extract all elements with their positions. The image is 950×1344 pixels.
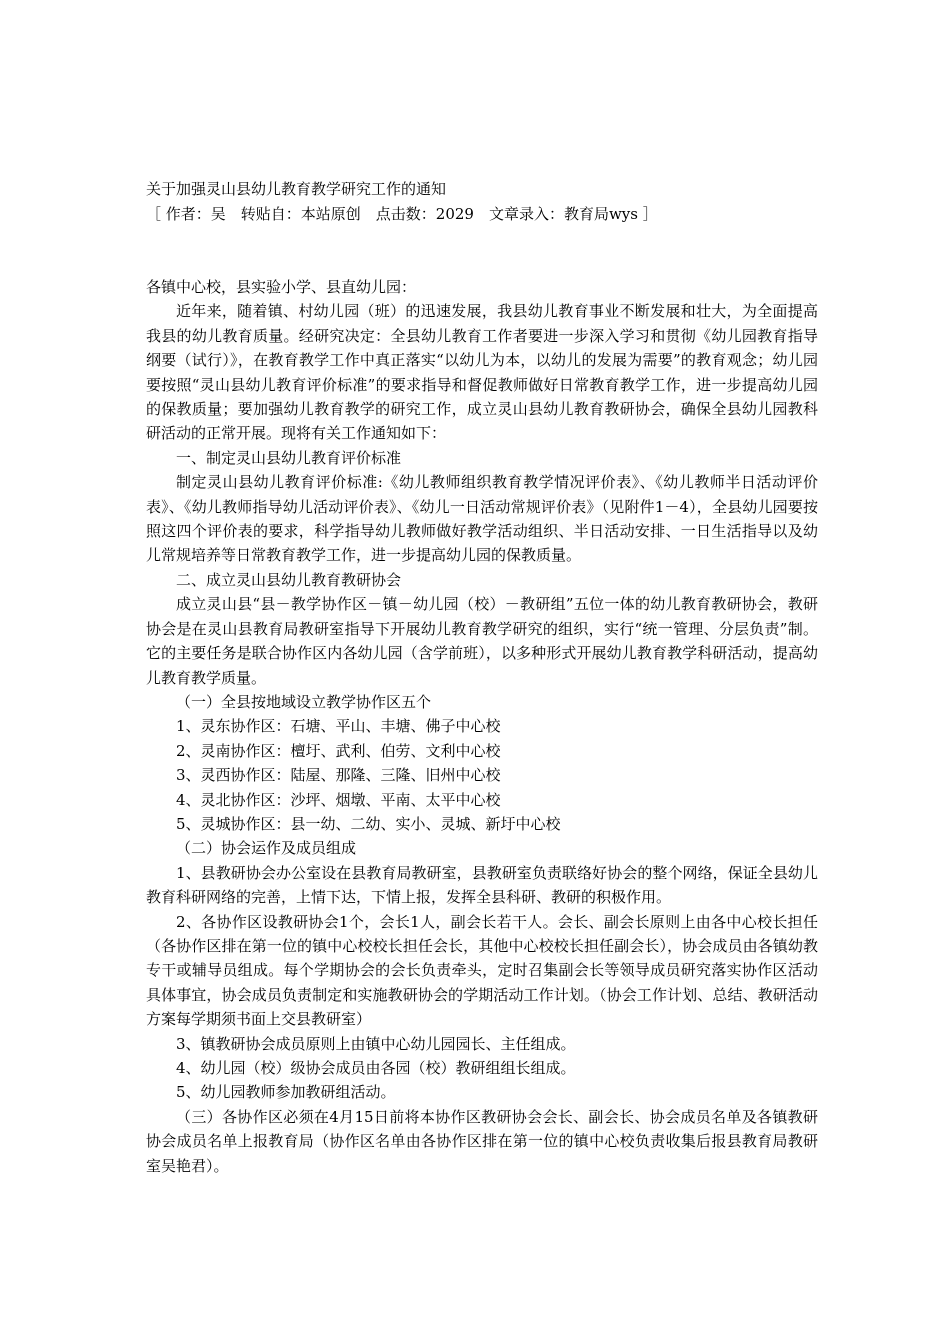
subsection-heading-2: （二）协会运作及成员组成: [176, 839, 357, 858]
list-item: 1、县教研协会办公室设在县教育局教研室，县教研室负责联络好协会的整个网络，保证全县幼儿教育科研网络的完善，上情下达，下情上报，发挥全县科研、教研的积极作用。: [146, 863, 818, 907]
subsection-heading-1: （一）全县按地域设立教学协作区五个: [176, 692, 432, 711]
document-body: [146, 275, 818, 1178]
list-item: 4、幼儿园（校）级协会成员由各园（校）教研组组长组成。: [176, 1059, 576, 1077]
paragraph-intro: 近年来，随着镇、村幼儿园（班）的迅速发展，我县幼儿教育事业不断发展和壮大，为全面提高我县的幼儿教育质量。经研究决定：全县幼儿教育工作者要进一步深入学习和贯彻《幼儿园教育指导纲要（试行）》，在教育教学工作中真正落实“以幼儿为本，以幼儿的发展为需要”的教育观念；幼儿园要按照“灵山县幼儿教育评价标准”的要求指导和督促教师做好日常教育教学工作，进一步提高幼儿园的保教质量；要加强幼儿教育教学的研究工作，成立灵山县幼儿教育教研协会，确保全县幼儿园教科研活动的正常开展。现将有关工作通知如下：: [146, 302, 818, 443]
list-item: 3、灵西协作区：陆屋、那隆、三隆、旧州中心校: [176, 766, 501, 785]
subsection-paragraph-3: （三）各协作区必须在4月15日前将本协作区教研协会会长、副会长、协会成员名单及各镇教研协会成员名单上报教育局（协作区名单由各协作区排在第一位的镇中心校负责收集后报县教育局教研室吴艳君）。: [146, 1107, 818, 1175]
list-item: 1、灵东协作区：石塘、平山、丰塘、佛子中心校: [176, 717, 501, 736]
article-meta-line: ［ 作者：吴 转贴自：本站原创 点击数：2029 文章录入：教育局wys ］: [146, 205, 658, 223]
list-item: 4、灵北协作区：沙坪、烟墩、平南、太平中心校: [176, 790, 501, 809]
list-item: 3、镇教研协会成员原则上由镇中心幼儿园园长、主任组成。: [176, 1034, 576, 1053]
paragraph-evaluation-standards: 制定灵山县幼儿教育评价标准:《幼儿教师组织教育教学情况评价表》、《幼儿教师半日活动评价表》、《幼儿教师指导幼儿活动评价表》、《幼儿一日活动常规评价表》（见附件1－4），全县幼儿园要按照这四个评价表的要求，科学指导幼儿教师做好教学活动组织、半日活动安排、一日生活指导以及幼儿常规培养等日常教育教学工作，进一步提高幼儿园的保教质量。: [146, 473, 818, 565]
salutation: 各镇中心校，县实验小学、县直幼儿园：: [146, 278, 417, 296]
paragraph-association: 成立灵山县“县－教学协作区－镇－幼儿园（校）－教研组”五位一体的幼儿教育教研协会，教研协会是在灵山县教育局教研室指导下开展幼儿教育教学研究的组织，实行“统一管理、分层负责”制。它的主要任务是联合协作区内各幼儿园（含学前班），以多种形式开展幼儿教育教学科研活动，提高幼儿教育教学质量。: [146, 595, 818, 687]
section-heading-2: 二、成立灵山县幼儿教育教研协会: [176, 570, 402, 589]
document-title: 关于加强灵山县幼儿教育教学研究工作的通知: [146, 180, 447, 198]
list-item: 2、各协作区设教研协会1个，会长1人，副会长若干人。会长、副会长原则上由各中心校长担任（各协作区排在第一位的镇中心校校长担任会长，其他中心校校长担任副会长），协会成员由各镇幼教专干或辅导员组成。每个学期协会的会长负责牵头，定时召集副会长等领导成员研究落实协作区活动具体事宜，协会成员负责制定和实施教研协会的学期活动工作计划。（协会工作计划、总结、教研活动方案每学期须书面上交县教研室）: [146, 912, 818, 1029]
list-item: 2、灵南协作区：檀圩、武利、伯劳、文利中心校: [176, 741, 501, 760]
document-page: [146, 177, 818, 1178]
list-item: 5、幼儿园教师参加教研组活动。: [176, 1083, 396, 1102]
list-item: 5、灵城协作区：县一幼、二幼、实小、灵城、新圩中心校: [176, 814, 561, 833]
section-heading-1: 一、制定灵山县幼儿教育评价标准: [176, 448, 402, 467]
